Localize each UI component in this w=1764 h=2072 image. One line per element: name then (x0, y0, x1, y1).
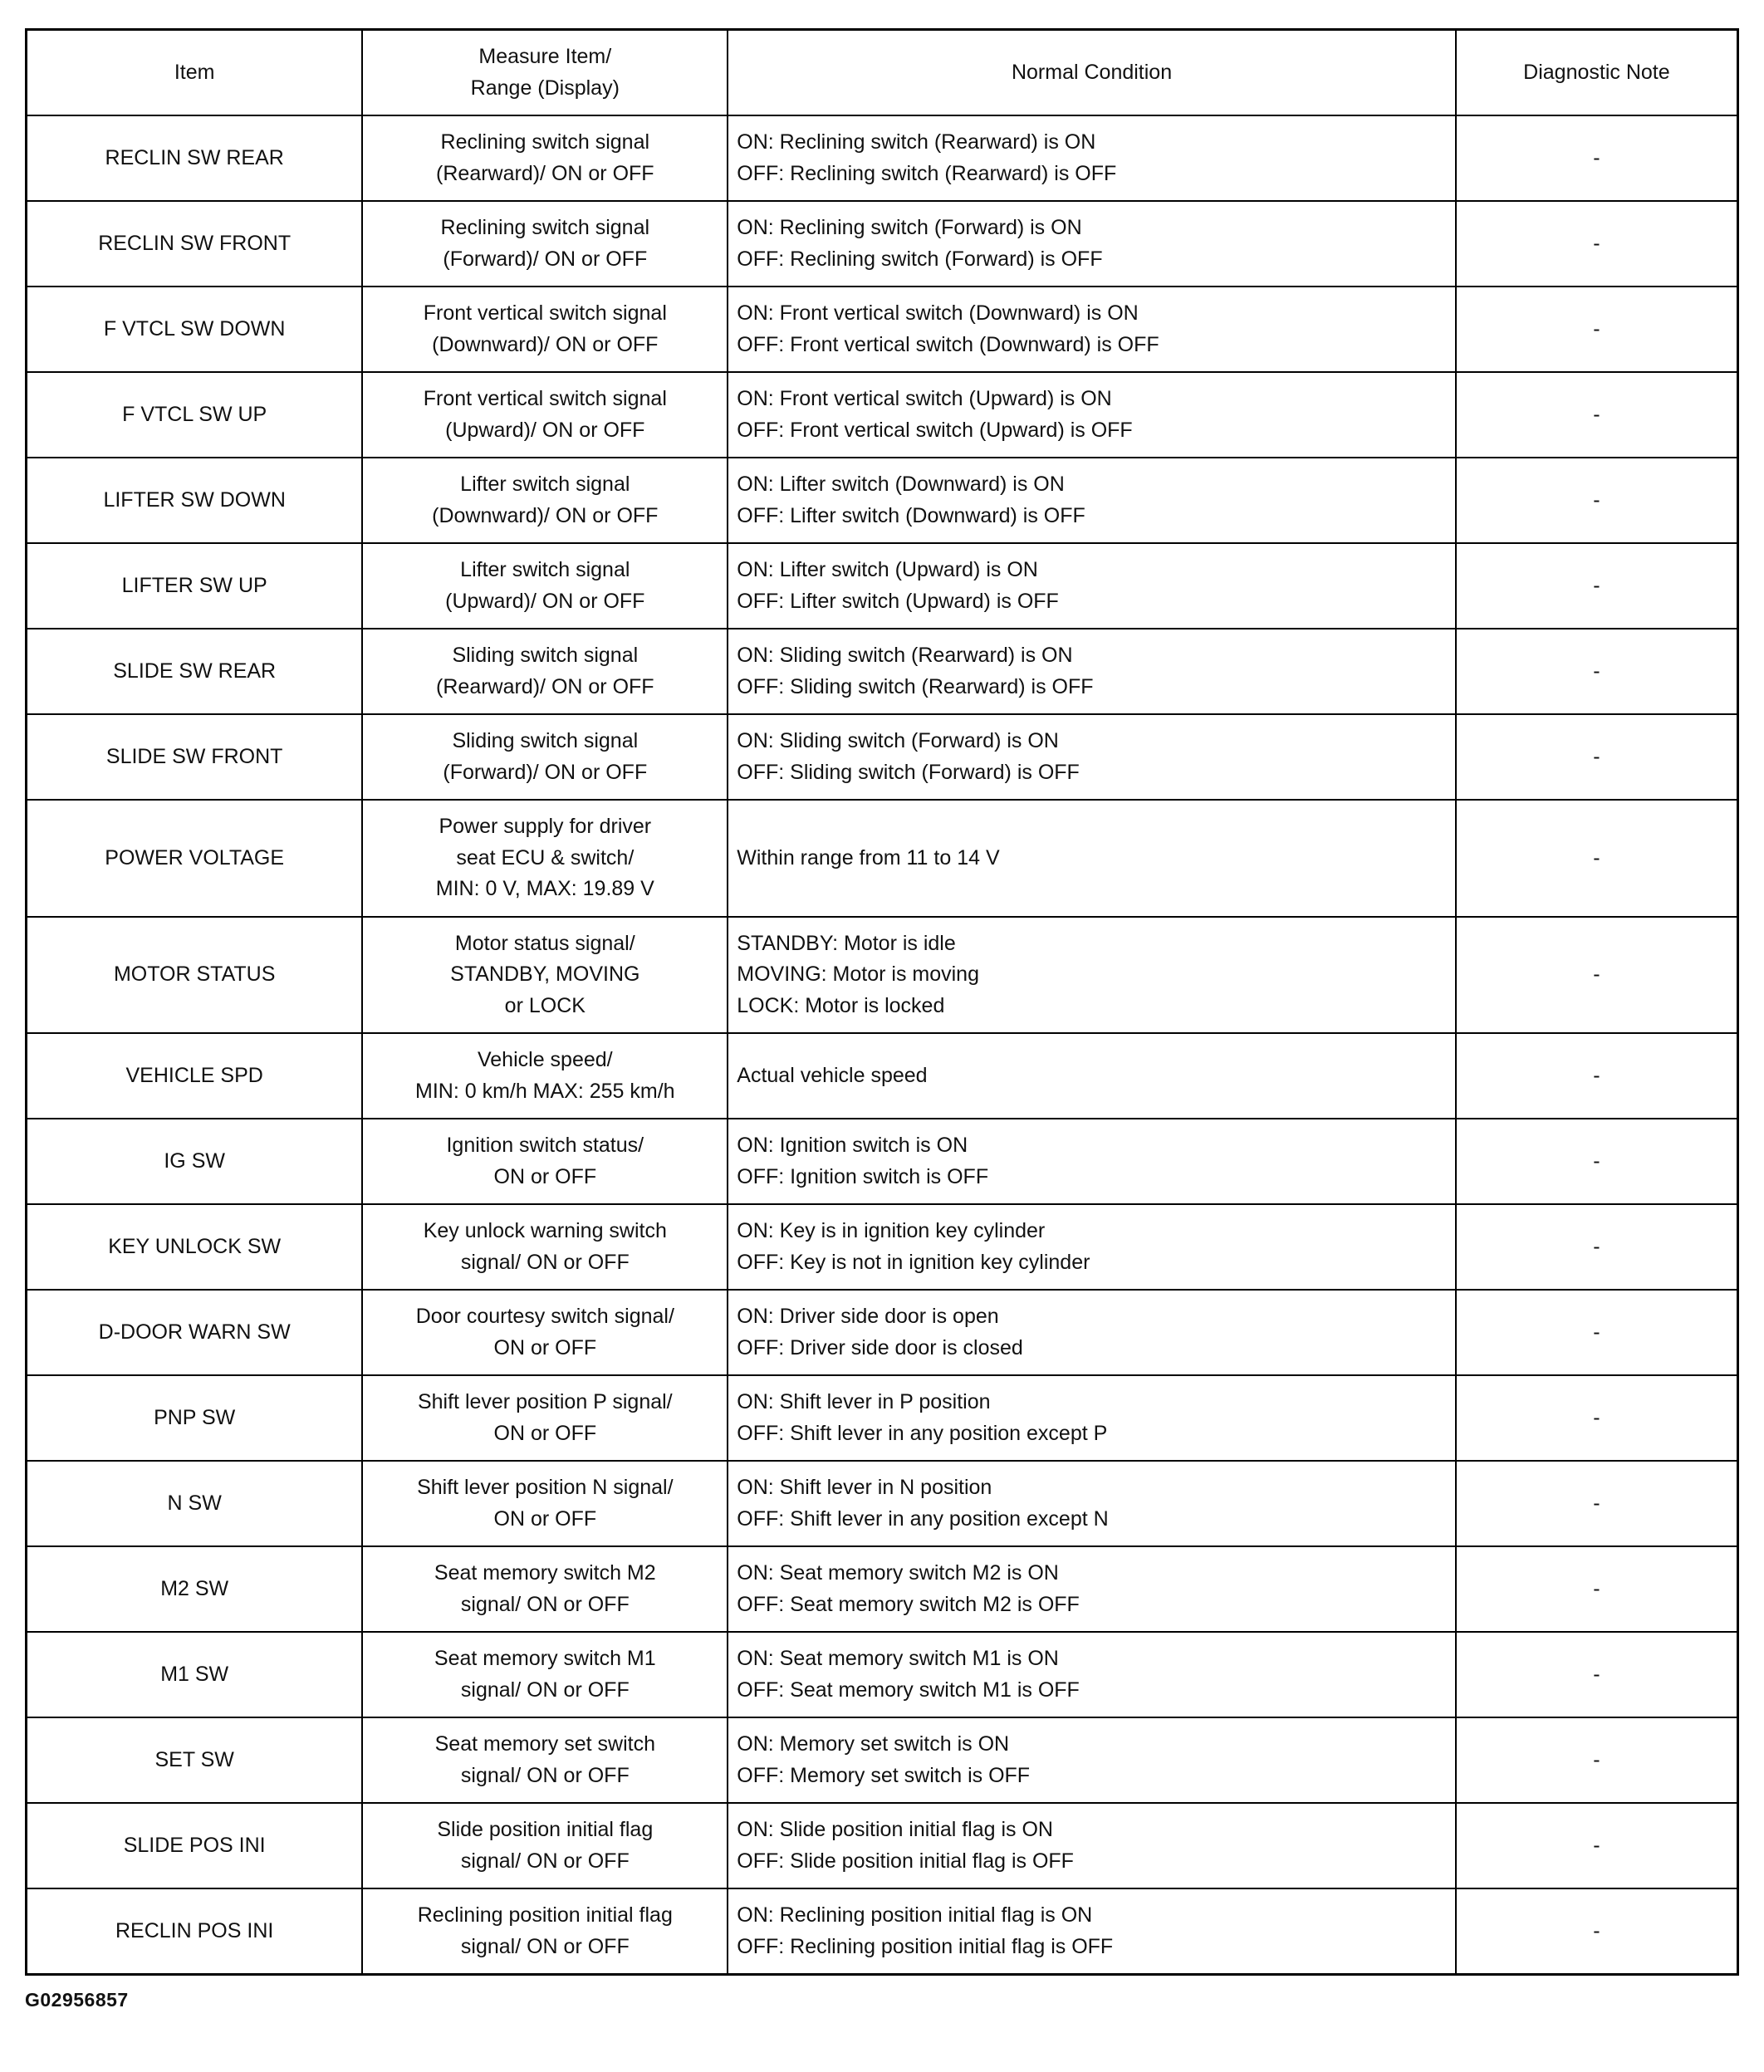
text-line: - (1593, 1918, 1600, 1942)
text-line: OFF: Shift lever in any position except P (737, 1421, 1108, 1445)
note-cell (1456, 1119, 1738, 1204)
text-line: ON or OFF (493, 1164, 597, 1188)
measure-cell (362, 1632, 728, 1717)
text-line: MIN: 0 km/h MAX: 255 km/h (415, 1079, 675, 1103)
text-line: - (1593, 1491, 1600, 1515)
table-row (27, 115, 1738, 201)
text-line: signal/ ON or OFF (460, 1934, 630, 1958)
text-line: ON: Slide position initial flag is ON (737, 1818, 1053, 1841)
text-line: ON: Memory set switch is ON (737, 1732, 1010, 1756)
text-line: ON: Sliding switch (Forward) is ON (737, 729, 1059, 752)
measure-cell (362, 1033, 728, 1119)
text-line: VEHICLE SPD (125, 1063, 263, 1087)
text-line: OFF: Front vertical switch (Downward) is OFF (737, 332, 1159, 356)
measure-cell (362, 1119, 728, 1204)
table-header (27, 30, 1738, 116)
text-line: ON: Seat memory switch M1 is ON (737, 1647, 1059, 1670)
item-cell (27, 1717, 363, 1803)
item-cell (27, 1461, 363, 1546)
text-line: Front vertical switch signal (423, 301, 667, 325)
text-line: SLIDE SW FRONT (105, 744, 283, 768)
item-cell (27, 1119, 363, 1204)
text-line: ON: Lifter switch (Downward) is ON (737, 473, 1065, 496)
note-cell (1456, 1546, 1738, 1632)
text-line: (Upward)/ ON or OFF (445, 418, 645, 442)
table-row (27, 917, 1738, 1034)
text-line: IG SW (164, 1149, 225, 1173)
text-line: Lifter switch signal (460, 473, 630, 496)
text-line: - (1593, 1833, 1600, 1857)
text-line: - (1593, 963, 1600, 986)
table-row (27, 287, 1738, 372)
figure-id: G02956857 (25, 1989, 129, 2011)
item-cell (27, 1803, 363, 1888)
text-line: MIN: 0 V, MAX: 19.89 V (435, 877, 654, 900)
text-line: Motor status signal/ (454, 931, 635, 955)
text-line: Front vertical switch signal (423, 387, 667, 410)
text-line: OFF: Lifter switch (Upward) is OFF (737, 589, 1059, 613)
condition-cell (728, 1717, 1456, 1803)
text-line: Slide position initial flag (437, 1818, 654, 1841)
note-cell (1456, 201, 1738, 287)
text-line: ON: Front vertical switch (Downward) is ON (737, 301, 1139, 325)
measure-cell (362, 1546, 728, 1632)
measure-cell (362, 1461, 728, 1546)
text-line: M1 SW (160, 1662, 229, 1686)
table-row (27, 372, 1738, 458)
text-line: (Downward)/ ON or OFF (432, 332, 659, 356)
condition-cell (728, 800, 1456, 917)
text-line: OFF: Reclining switch (Forward) is OFF (737, 247, 1103, 271)
text-line: ON: Lifter switch (Upward) is ON (737, 558, 1038, 581)
condition-cell (728, 1888, 1456, 1975)
text-line: Seat memory switch M2 (434, 1561, 656, 1585)
text-line: OFF: Ignition switch is OFF (737, 1164, 989, 1188)
item-cell (27, 917, 363, 1034)
text-line: ON: Reclining position initial flag is ON (737, 1903, 1093, 1927)
text-line: (Forward)/ ON or OFF (443, 247, 648, 271)
item-cell (27, 372, 363, 458)
text-line: ON or OFF (493, 1421, 597, 1445)
condition-cell (728, 917, 1456, 1034)
text-line: - (1593, 402, 1600, 426)
item-cell (27, 1204, 363, 1290)
text-line: - (1593, 659, 1600, 683)
text-line: - (1593, 1234, 1600, 1258)
text-line: OFF: Driver side door is closed (737, 1335, 1023, 1359)
measure-cell (362, 458, 728, 543)
table-row (27, 1717, 1738, 1803)
text-line: ON: Front vertical switch (Upward) is ON (737, 387, 1112, 410)
condition-cell (728, 458, 1456, 543)
text-line: ON: Shift lever in N position (737, 1476, 992, 1499)
text-line: F VTCL SW DOWN (103, 316, 286, 340)
measure-cell (362, 115, 728, 201)
text-line: Lifter switch signal (460, 558, 630, 581)
text-line: - (1593, 231, 1600, 255)
text-line: LIFTER SW DOWN (103, 487, 286, 512)
item-cell (27, 629, 363, 714)
condition-cell (728, 201, 1456, 287)
measure-cell (362, 714, 728, 800)
text-line: signal/ ON or OFF (460, 1678, 630, 1702)
table-row (27, 458, 1738, 543)
item-cell (27, 1290, 363, 1375)
text-line: - (1593, 316, 1600, 340)
condition-cell (728, 1375, 1456, 1461)
text-line: or LOCK (504, 993, 586, 1017)
text-line: ON or OFF (493, 1506, 597, 1531)
text-line: ON: Reclining switch (Forward) is ON (737, 216, 1082, 239)
text-line: D-DOOR WARN SW (98, 1320, 291, 1344)
text-line: OFF: Front vertical switch (Upward) is OFF (737, 418, 1133, 442)
text-line: - (1593, 145, 1600, 169)
measure-cell (362, 287, 728, 372)
table-row (27, 1290, 1738, 1375)
text-line: - (1593, 1320, 1600, 1344)
text-line: Shift lever position P signal/ (417, 1390, 673, 1413)
table-row (27, 1888, 1738, 1975)
text-line: Seat memory set switch (434, 1732, 655, 1756)
text-line: - (1593, 1662, 1600, 1686)
column-header: Normal Condition (728, 30, 1456, 116)
text-line: - (1593, 1405, 1600, 1429)
text-line: signal/ ON or OFF (460, 1592, 630, 1616)
column-header: Item (27, 30, 363, 116)
item-cell (27, 543, 363, 629)
text-line: ON: Driver side door is open (737, 1305, 999, 1328)
text-line: MOTOR STATUS (113, 963, 276, 986)
condition-cell (728, 714, 1456, 800)
text-line: - (1593, 1149, 1600, 1173)
note-cell (1456, 629, 1738, 714)
text-line: KEY UNLOCK SW (108, 1234, 282, 1258)
text-line: (Rearward)/ ON or OFF (436, 161, 654, 185)
text-line: - (1593, 487, 1600, 512)
measure-cell (362, 201, 728, 287)
text-line: ON: Ignition switch is ON (737, 1134, 968, 1157)
text-line: (Forward)/ ON or OFF (443, 760, 648, 784)
text-line: signal/ ON or OFF (460, 1849, 630, 1873)
condition-cell (728, 115, 1456, 201)
note-cell (1456, 1290, 1738, 1375)
text-line: OFF: Shift lever in any position except N (737, 1506, 1109, 1531)
item-cell (27, 201, 363, 287)
condition-cell (728, 1204, 1456, 1290)
text-line: OFF: Seat memory switch M1 is OFF (737, 1678, 1080, 1702)
text-line: Vehicle speed/ (477, 1048, 613, 1071)
text-line: OFF: Slide position initial flag is OFF (737, 1849, 1074, 1873)
text-line: STANDBY: Motor is idle (737, 931, 956, 955)
table-row (27, 1461, 1738, 1546)
text-line: OFF: Lifter switch (Downward) is OFF (737, 503, 1085, 527)
column-header: Diagnostic Note (1456, 30, 1738, 116)
text-line: (Upward)/ ON or OFF (445, 589, 645, 613)
note-cell (1456, 917, 1738, 1034)
text-line: STANDBY, MOVING (450, 963, 640, 986)
condition-cell (728, 1033, 1456, 1119)
text-line: ON: Sliding switch (Rearward) is ON (737, 644, 1073, 667)
item-cell (27, 1375, 363, 1461)
text-line: N SW (167, 1491, 222, 1515)
text-line: ON: Shift lever in P position (737, 1390, 991, 1413)
table-row (27, 800, 1738, 917)
text-line: RECLIN SW FRONT (98, 231, 292, 255)
text-line: PNP SW (154, 1405, 236, 1429)
text-line: OFF: Sliding switch (Rearward) is OFF (737, 674, 1094, 698)
item-cell (27, 115, 363, 201)
table-row (27, 1546, 1738, 1632)
text-line: OFF: Key is not in ignition key cylinder (737, 1250, 1090, 1274)
condition-cell (728, 372, 1456, 458)
note-cell (1456, 1461, 1738, 1546)
measure-cell (362, 1290, 728, 1375)
condition-cell (728, 287, 1456, 372)
table-row (27, 1375, 1738, 1461)
text-line: Reclining switch signal (440, 130, 650, 154)
text-line: F VTCL SW UP (122, 402, 267, 426)
item-cell (27, 287, 363, 372)
text-line: - (1593, 744, 1600, 768)
text-line: SLIDE SW REAR (113, 659, 277, 683)
text-line: ON or OFF (493, 1335, 597, 1359)
text-line: - (1593, 845, 1600, 869)
diagnostic-data-table (25, 28, 1739, 1976)
text-line: seat ECU & switch/ (456, 845, 635, 869)
text-line: RECLIN SW REAR (105, 145, 284, 169)
measure-cell (362, 629, 728, 714)
note-cell (1456, 115, 1738, 201)
note-cell (1456, 1803, 1738, 1888)
table-row (27, 543, 1738, 629)
header-row (27, 30, 1738, 116)
text-line: LOCK: Motor is locked (737, 993, 945, 1017)
text-line: (Rearward)/ ON or OFF (436, 674, 654, 698)
text-line: M2 SW (160, 1576, 229, 1600)
condition-cell (728, 1803, 1456, 1888)
text-line: signal/ ON or OFF (460, 1763, 630, 1787)
text-line: POWER VOLTAGE (105, 845, 285, 869)
note-cell (1456, 1375, 1738, 1461)
measure-cell (362, 800, 728, 917)
text-line: ON: Seat memory switch M2 is ON (737, 1561, 1059, 1585)
text-line: Shift lever position N signal/ (417, 1476, 674, 1499)
measure-cell (362, 1803, 728, 1888)
text-line: - (1593, 1747, 1600, 1771)
text-line: (Downward)/ ON or OFF (432, 503, 659, 527)
text-line: SET SW (154, 1747, 234, 1771)
condition-cell (728, 1119, 1456, 1204)
table-row (27, 1803, 1738, 1888)
measure-cell (362, 372, 728, 458)
measure-cell (362, 1375, 728, 1461)
text-line: Key unlock warning switch (423, 1219, 667, 1242)
measure-cell (362, 1204, 728, 1290)
table-body (27, 115, 1738, 1975)
item-cell (27, 1888, 363, 1975)
text-line: Sliding switch signal (452, 644, 639, 667)
note-cell (1456, 372, 1738, 458)
text-line: Ignition switch status/ (446, 1134, 644, 1157)
text-line: RECLIN POS INI (115, 1918, 274, 1942)
measure-cell (362, 1717, 728, 1803)
text-line: OFF: Seat memory switch M2 is OFF (737, 1592, 1080, 1616)
table-row (27, 629, 1738, 714)
condition-cell (728, 543, 1456, 629)
text-line: ON: Reclining switch (Rearward) is ON (737, 130, 1096, 154)
text-line: - (1593, 1576, 1600, 1600)
text-line: Within range from 11 to 14 V (737, 845, 1000, 869)
note-cell (1456, 1632, 1738, 1717)
text-line: OFF: Sliding switch (Forward) is OFF (737, 760, 1080, 784)
measure-cell (362, 917, 728, 1034)
note-cell (1456, 1033, 1738, 1119)
table-row (27, 1204, 1738, 1290)
table-row (27, 714, 1738, 800)
condition-cell (728, 1461, 1456, 1546)
measure-cell (362, 1888, 728, 1975)
note-cell (1456, 1717, 1738, 1803)
text-line: - (1593, 573, 1600, 597)
item-cell (27, 714, 363, 800)
note-cell (1456, 287, 1738, 372)
text-line: ON: Key is in ignition key cylinder (737, 1219, 1046, 1242)
item-cell (27, 800, 363, 917)
table-row (27, 1632, 1738, 1717)
text-line: OFF: Memory set switch is OFF (737, 1763, 1031, 1787)
item-cell (27, 1632, 363, 1717)
text-line: Door courtesy switch signal/ (415, 1305, 674, 1328)
text-line: Sliding switch signal (452, 729, 639, 752)
note-cell (1456, 714, 1738, 800)
text-line: SLIDE POS INI (123, 1833, 266, 1857)
condition-cell (728, 1546, 1456, 1632)
text-line: Reclining switch signal (440, 216, 650, 239)
note-cell (1456, 1204, 1738, 1290)
note-cell (1456, 543, 1738, 629)
text-line: OFF: Reclining switch (Rearward) is OFF (737, 161, 1117, 185)
text-line: - (1593, 1063, 1600, 1087)
text-line: LIFTER SW UP (121, 573, 267, 597)
note-cell (1456, 1888, 1738, 1975)
text-line: Actual vehicle speed (737, 1063, 928, 1087)
condition-cell (728, 629, 1456, 714)
measure-cell (362, 543, 728, 629)
column-header: Measure Item/ Range (Display) (362, 30, 728, 116)
text-line: Seat memory switch M1 (434, 1647, 656, 1670)
table-row (27, 1033, 1738, 1119)
item-cell (27, 1033, 363, 1119)
table-row (27, 1119, 1738, 1204)
condition-cell (728, 1290, 1456, 1375)
text-line: Power supply for driver (439, 815, 652, 838)
table-row (27, 201, 1738, 287)
note-cell (1456, 458, 1738, 543)
item-cell (27, 458, 363, 543)
text-line: OFF: Reclining position initial flag is OFF (737, 1934, 1114, 1958)
condition-cell (728, 1632, 1456, 1717)
text-line: Reclining position initial flag (417, 1903, 673, 1927)
text-line: MOVING: Motor is moving (737, 963, 979, 986)
note-cell (1456, 800, 1738, 917)
item-cell (27, 1546, 363, 1632)
text-line: signal/ ON or OFF (460, 1250, 630, 1274)
